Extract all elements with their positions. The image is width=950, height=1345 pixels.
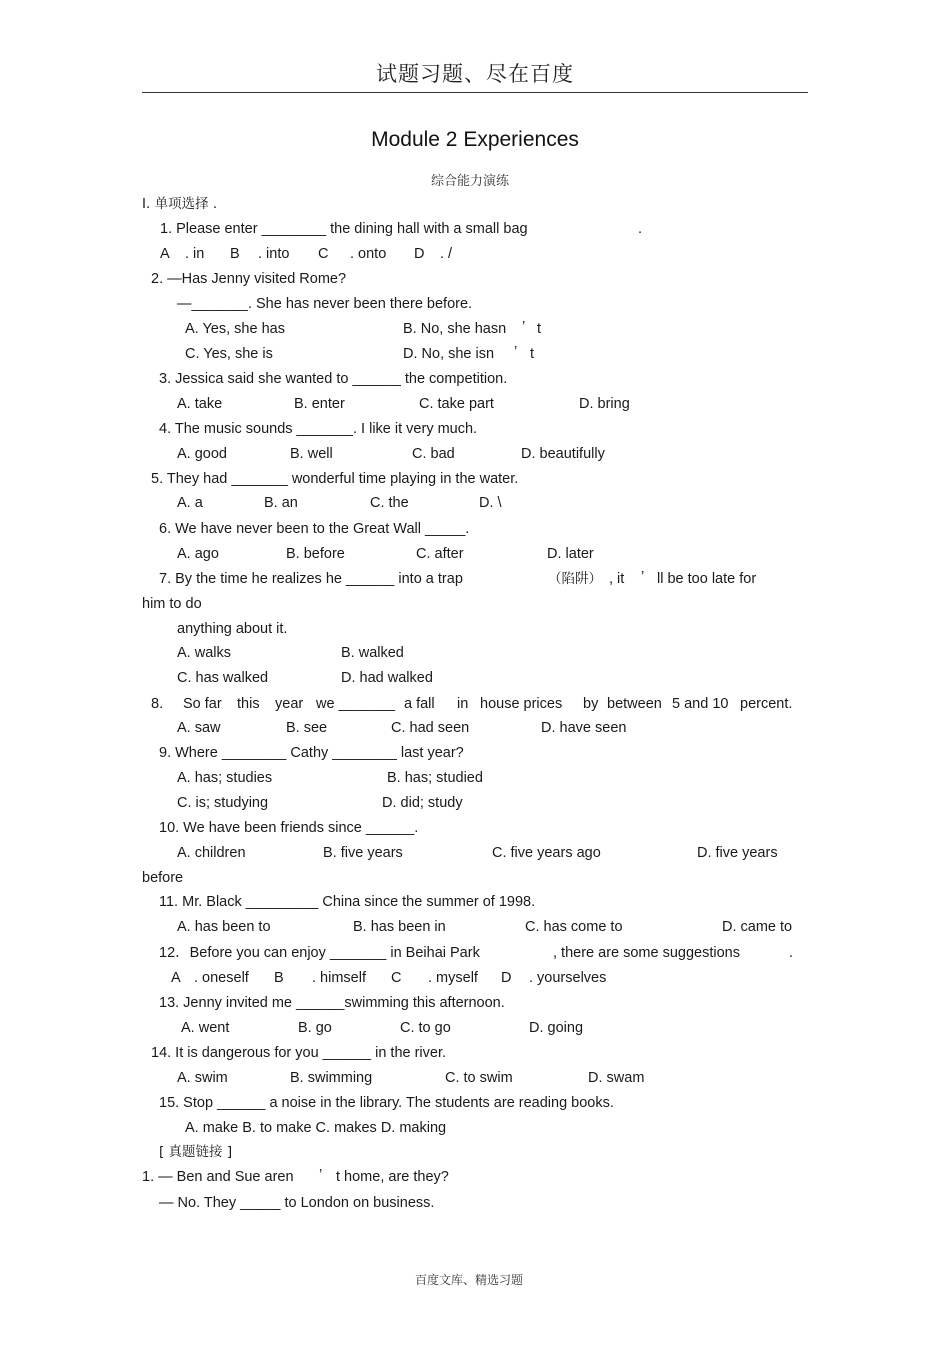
question-9-stem: 9. Where ________ Cathy ________ last year?	[159, 745, 464, 761]
question-7-option-b: B. walked	[341, 645, 404, 661]
question-8-word: we _______	[316, 696, 396, 712]
question-6-option-a: A. ago	[177, 546, 219, 562]
exam-question-1-response: — No. They _____ to London on business.	[159, 1195, 435, 1211]
question-13-stem: 13. Jenny invited me ______swimming this afternoon.	[159, 995, 505, 1011]
question-8-word: percent.	[740, 696, 793, 712]
question-4-option-a: A. good	[177, 446, 227, 462]
question-6-stem: 6. We have never been to the Great Wall _____.	[159, 521, 470, 537]
question-11-option-d: D. came to	[722, 919, 793, 935]
question-2-option-a: A. Yes, she has	[185, 321, 285, 337]
question-11-option-a: A. has been to	[177, 919, 271, 935]
question-4-stem: 4. The music sounds _______. I like it very much.	[159, 421, 478, 437]
question-12-stem: 12．Before you can enjoy _______ in Beihai Park	[159, 945, 480, 961]
question-12-tail: , there are some suggestions	[553, 945, 740, 961]
question-15-stem: 15. Stop ______ a noise in the library. The students are reading books.	[159, 1095, 614, 1111]
question-13-option-a: A. went	[181, 1020, 230, 1036]
question-6-option-c: C. after	[416, 546, 464, 562]
question-1-option-label: A	[160, 246, 170, 262]
question-1-stem: 1. Please enter ________ the dining hall with a small bag	[160, 221, 528, 237]
question-12-option-text: . oneself	[194, 970, 249, 986]
question-15-options: A. make B. to make C. makes D. making	[185, 1120, 447, 1136]
question-2-option-d: D. No, she isn	[403, 346, 495, 362]
question-1-option-text: . onto	[350, 246, 387, 262]
question-8-word: 8.	[151, 696, 164, 712]
question-7-chinese-gloss: （陷阱）	[548, 571, 602, 587]
question-1-option-label: D	[414, 246, 425, 262]
question-8-word: year	[275, 696, 304, 712]
question-4-option-c: C. bad	[412, 446, 455, 462]
question-3-option-a: A. take	[177, 396, 223, 412]
header-rule	[142, 92, 808, 93]
question-1-end: .	[638, 221, 643, 237]
question-14-option-c: C. to swim	[445, 1070, 513, 1086]
question-8-word: in	[457, 696, 469, 712]
document-subtitle: 综合能力演练	[430, 174, 509, 189]
question-1-option-label: C	[318, 246, 329, 262]
question-2-response: —_______. She has never been there before.	[177, 296, 473, 312]
document-title: Module 2 Experiences	[371, 128, 579, 151]
question-6-option-d: D. later	[547, 546, 594, 562]
question-3-option-c: C. take part	[419, 396, 494, 412]
question-5-option-a: A. a	[177, 495, 203, 511]
question-8-word: between	[607, 696, 662, 712]
question-9-option-d: D. did; study	[382, 795, 463, 811]
question-8-option-a: A. saw	[177, 720, 221, 736]
question-3-option-d: D. bring	[579, 396, 630, 412]
question-7-stem: 7. By the time he realizes he ______ into a trap	[159, 571, 463, 587]
question-3-stem: 3. Jessica said she wanted to ______ the competition.	[159, 371, 508, 387]
question-8-word: So far	[183, 696, 222, 712]
question-7-option-c: C. has walked	[177, 670, 269, 686]
apostrophe: ’	[514, 344, 518, 360]
question-9-option-a: A. has; studies	[177, 770, 273, 786]
question-5-option-b: B. an	[264, 495, 298, 511]
question-13-option-d: D. going	[529, 1020, 584, 1036]
apostrophe: ’	[522, 319, 526, 335]
section-heading-real-exam-links: [ 真题链接 ]	[159, 1144, 233, 1160]
question-7-continuation: him to do	[142, 596, 202, 612]
question-11-option-b: B. has been in	[353, 919, 446, 935]
question-12-end: .	[789, 945, 794, 961]
question-7-continuation: anything about it.	[177, 621, 288, 637]
question-2-option-d-tail: t	[530, 346, 535, 362]
question-7-tail: ll be too late for	[657, 571, 757, 587]
section-heading-single-choice: I. 单项选择 .	[142, 196, 218, 212]
question-1-option-text: . /	[440, 246, 453, 262]
question-11-option-c: C. has come to	[525, 919, 623, 935]
question-4-option-b: B. well	[290, 446, 333, 462]
question-11-stem: 11. Mr. Black _________ China since the summer of 1998.	[159, 894, 536, 910]
question-10-stem: 10. We have been friends since ______.	[159, 820, 419, 836]
question-12-option-label: D	[501, 970, 512, 986]
question-12-option-text: . myself	[428, 970, 478, 986]
question-7-option-a: A. walks	[177, 645, 231, 661]
question-8-word: this	[237, 696, 260, 712]
question-6-option-b: B. before	[286, 546, 345, 562]
question-10-option-d: D. five years	[697, 845, 778, 861]
question-8-word: house prices	[480, 696, 563, 712]
question-3-option-b: B. enter	[294, 396, 345, 412]
question-1-option-text: . into	[258, 246, 290, 262]
question-2-stem: 2. —Has Jenny visited Rome?	[151, 271, 347, 287]
question-10-option-c: C. five years ago	[492, 845, 601, 861]
question-12-option-label: A	[171, 970, 181, 986]
question-8-word: by	[583, 696, 599, 712]
question-2-option-c: C. Yes, she is	[185, 346, 273, 362]
exam-question-1-stem: 1. — Ben and Sue aren	[142, 1169, 294, 1185]
question-5-option-c: C. the	[370, 495, 409, 511]
question-14-stem: 14. It is dangerous for you ______ in the river.	[151, 1045, 447, 1061]
question-14-option-a: A. swim	[177, 1070, 228, 1086]
question-12-option-text: . yourselves	[529, 970, 607, 986]
question-14-option-d: D. swam	[588, 1070, 645, 1086]
question-1-option-text: . in	[185, 246, 205, 262]
question-8-option-b: B. see	[286, 720, 328, 736]
header-title: 试题习题、尽在百度	[376, 62, 574, 86]
question-1-option-label: B	[230, 246, 240, 262]
question-8-word: 5 and 10	[672, 696, 729, 712]
question-12-option-label: B	[274, 970, 284, 986]
question-10-continuation: before	[142, 870, 184, 886]
question-9-option-c: C. is; studying	[177, 795, 269, 811]
page-footer: 百度文库、精选习题	[414, 1273, 523, 1287]
question-10-option-b: B. five years	[323, 845, 403, 861]
question-14-option-b: B. swimming	[290, 1070, 373, 1086]
question-9-option-b: B. has; studied	[387, 770, 483, 786]
question-13-option-c: C. to go	[400, 1020, 451, 1036]
question-8-option-c: C. had seen	[391, 720, 470, 736]
question-12-option-label: C	[391, 970, 402, 986]
apostrophe: ’	[641, 569, 645, 585]
question-5-stem: 5. They had _______ wonderful time playing in the water.	[151, 471, 519, 487]
question-8-option-d: D. have seen	[541, 720, 627, 736]
question-12-option-text: . himself	[312, 970, 366, 986]
question-4-option-d: D. beautifully	[521, 446, 605, 462]
apostrophe: ’	[319, 1167, 323, 1183]
question-13-option-b: B. go	[298, 1020, 332, 1036]
exam-question-1-tail: t home, are they?	[336, 1169, 449, 1185]
question-7-option-d: D. had walked	[341, 670, 433, 686]
question-7-comma-it: , it	[609, 571, 625, 587]
question-2-option-b-tail: t	[537, 321, 542, 337]
question-8-word: a fall	[404, 696, 435, 712]
question-5-option-d: D. \	[479, 495, 502, 511]
question-10-option-a: A. children	[177, 845, 246, 861]
question-2-option-b: B. No, she hasn	[403, 321, 507, 337]
